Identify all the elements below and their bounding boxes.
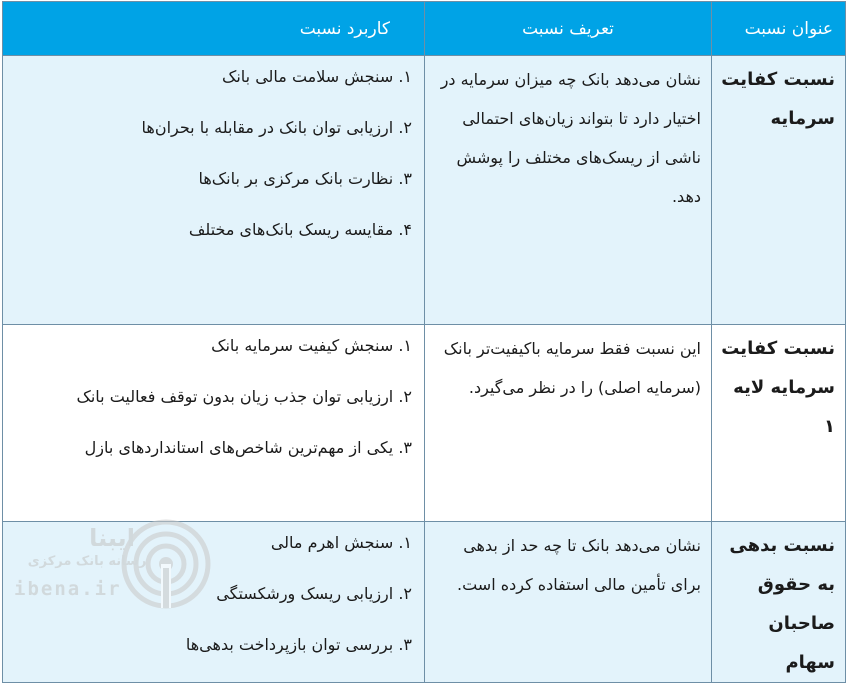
header-title: عنوان نسبت (712, 2, 846, 56)
watermark-domain: ibena.ir (14, 578, 122, 600)
usage-list (11, 60, 412, 247)
header-usage: کاربرد نسبت (3, 2, 425, 56)
list-item: ۲. ارزیابی توان جذب زیان بدون توقف فعالیت بانک (76, 387, 412, 406)
watermark-brand: ایبنا (89, 524, 135, 552)
list-item: ۱. سنجش کیفیت سرمایه بانک (211, 336, 412, 355)
ratio-title: نسبت بدهی به حقوق صاحبان سهام (712, 522, 846, 683)
list-item: ۱. سنجش سلامت مالی بانک (222, 67, 412, 86)
list-item: ۳. یکی از مهم‌ترین شاخص‌های استانداردهای بازل (84, 438, 412, 457)
list-item: ۲. ارزیابی ریسک ورشکستگی (216, 584, 412, 603)
list-item: ۱. سنجش اهرم مالی (270, 533, 412, 552)
ratio-title: نسبت کفایت سرمایه لایه ۱ (712, 325, 846, 522)
header-definition: تعریف نسبت (425, 2, 712, 56)
usage-list (11, 329, 412, 465)
list-item: ۲. ارزیابی توان بانک در مقابله با بحران‌ها (141, 118, 412, 137)
ratio-definition: این نسبت فقط سرمایه باکیفیت‌تر بانک (سرمایه اصلی) را در نظر می‌گیرد. (425, 325, 712, 522)
ibena-watermark (8, 516, 223, 612)
list-item: ۴. مقایسه ریسک بانک‌های مختلف (188, 220, 412, 239)
watermark-tagline: رسانه بانک مرکزی (27, 554, 147, 569)
ratio-usage (3, 325, 425, 522)
table-row (3, 56, 846, 325)
ratio-definition: نشان می‌دهد بانک چه میزان سرمایه در اختیار دارد تا بتواند زیان‌های احتمالی ناشی از ریسک‌های مختلف را پوشش دهد. (425, 56, 712, 325)
ratio-definition: نشان می‌دهد بانک تا چه حد از بدهی برای تأمین مالی استفاده کرده است. (425, 522, 712, 683)
list-item: ۳. بررسی توان بازپرداخت بدهی‌ها (185, 635, 412, 654)
table-row (3, 325, 846, 522)
list-item: ۳. نظارت بانک مرکزی بر بانک‌ها (198, 169, 412, 188)
table-header-row (3, 2, 846, 56)
ratio-title: نسبت کفایت سرمایه (712, 56, 846, 325)
ratio-usage (3, 56, 425, 325)
